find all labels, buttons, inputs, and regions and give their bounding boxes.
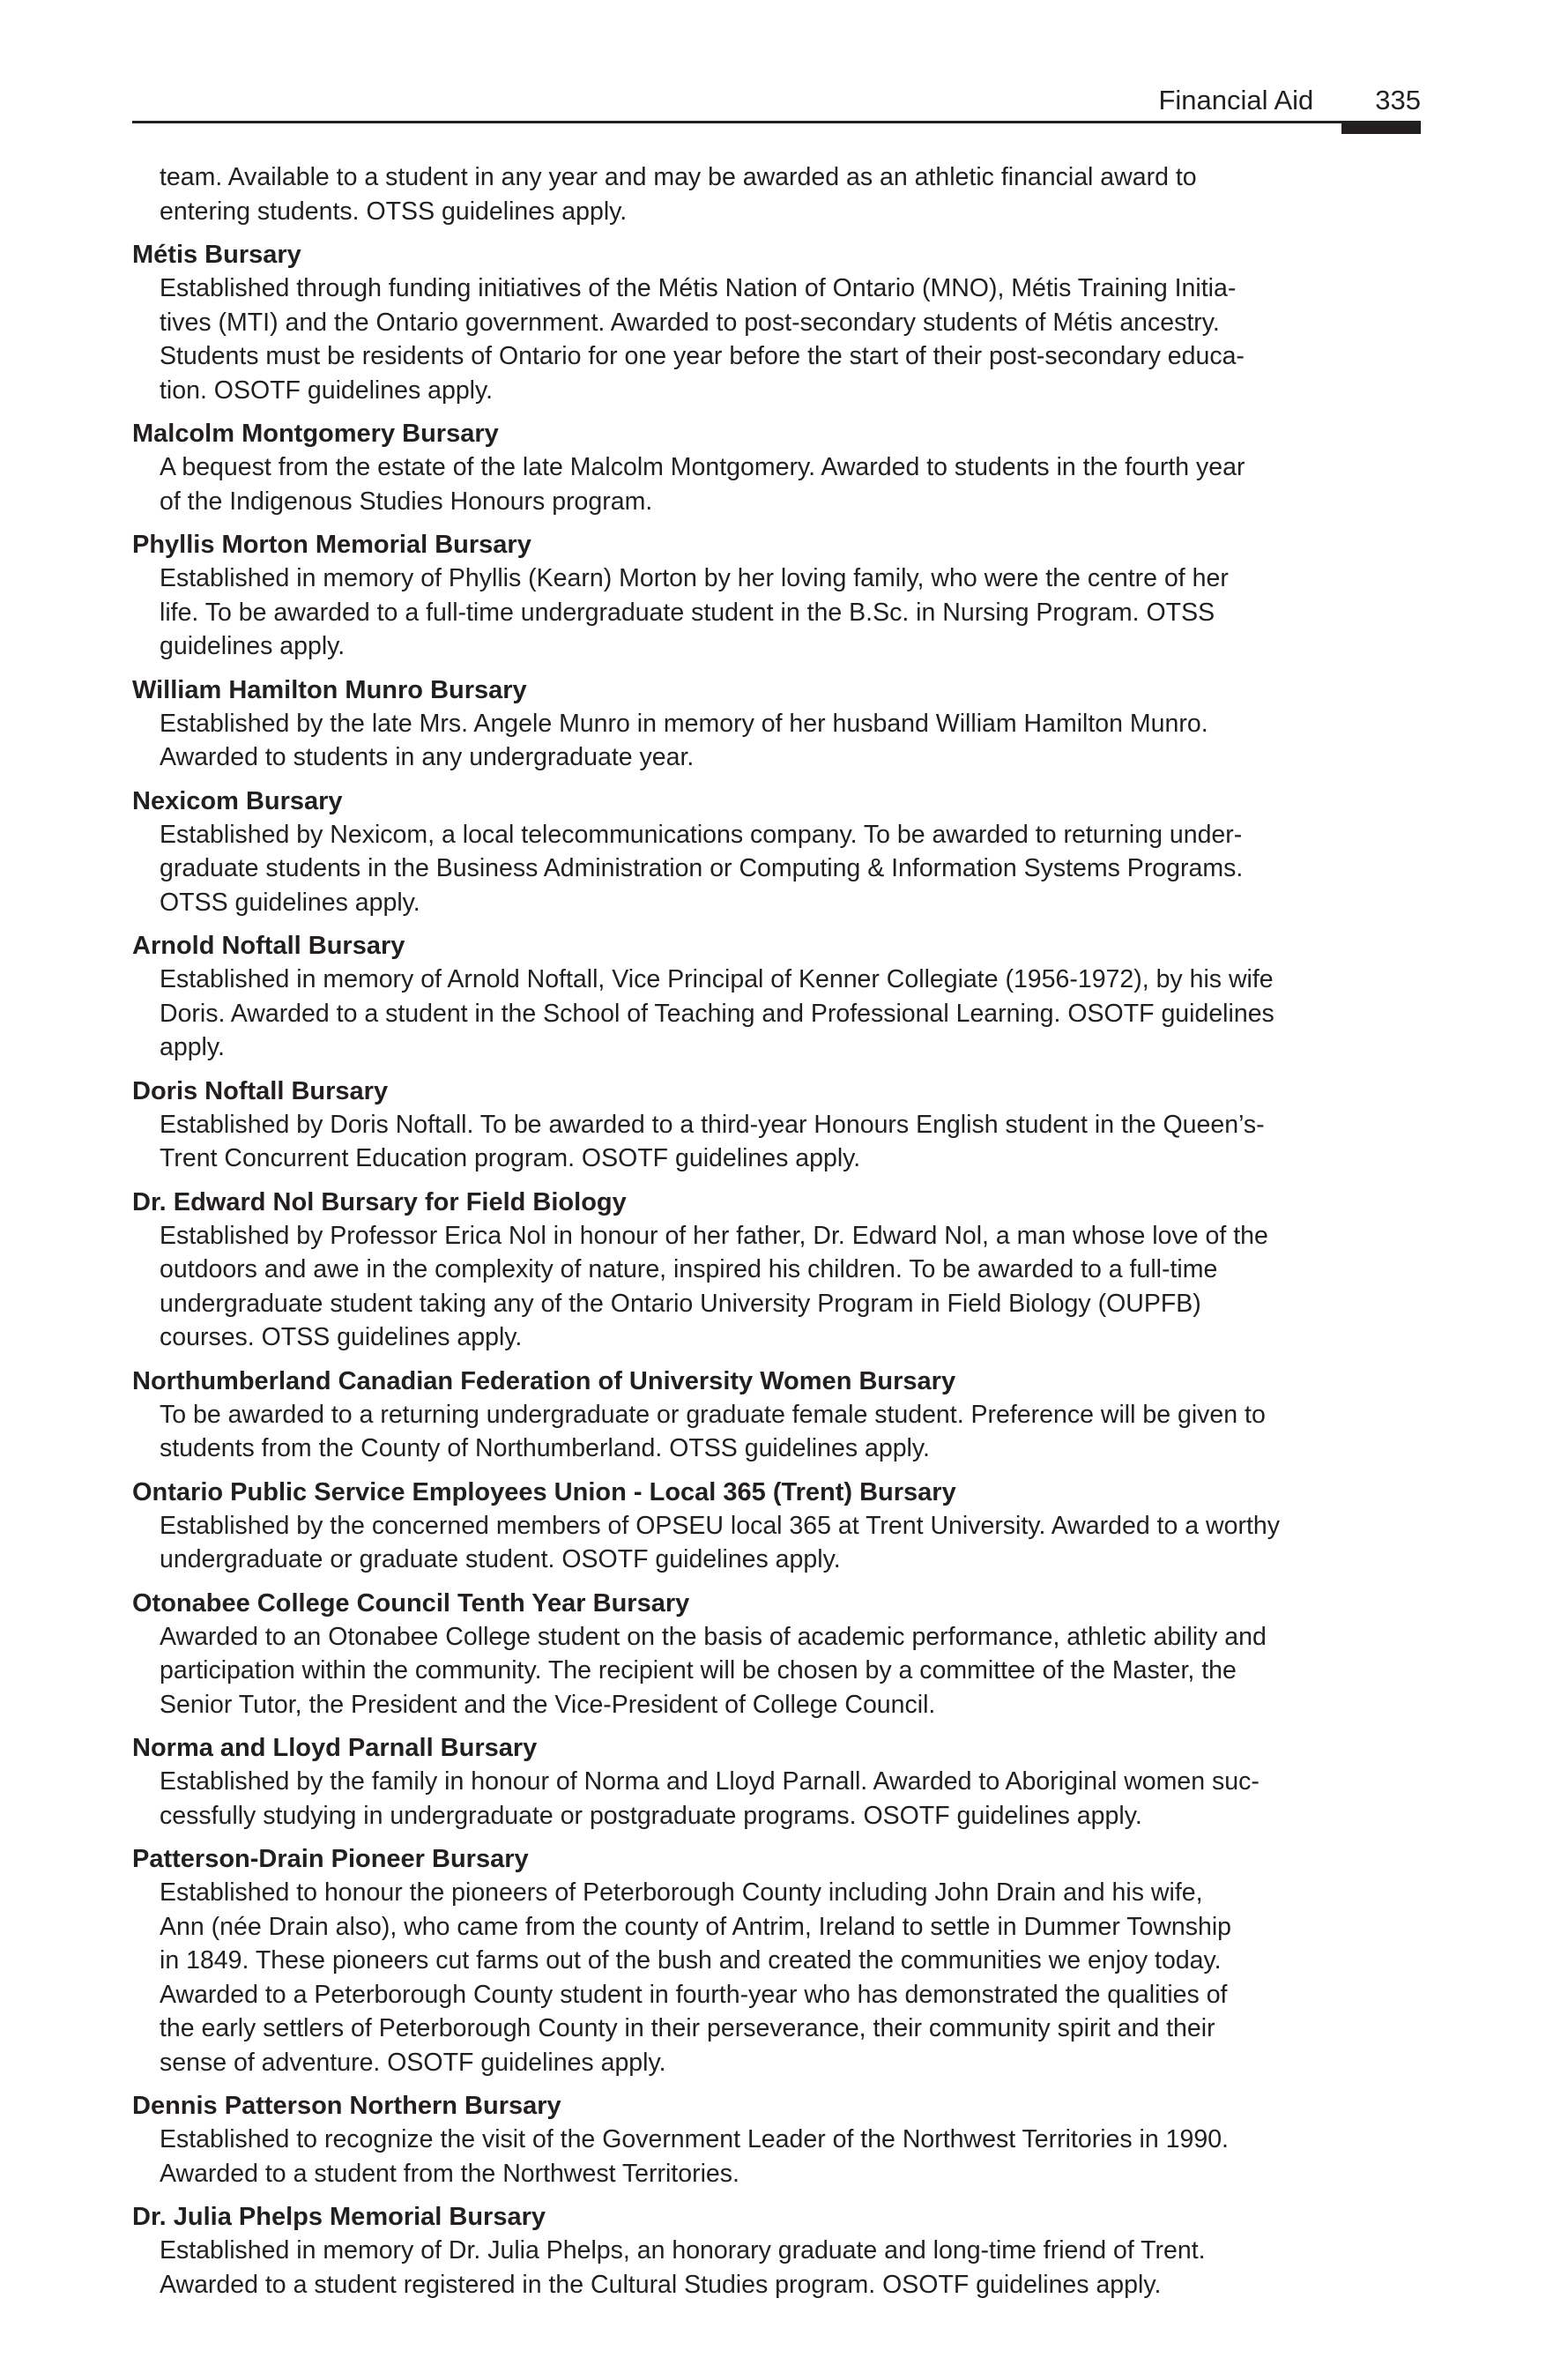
text-line: tion. OSOTF guidelines apply. — [160, 376, 494, 405]
text-line: Established by Doris Noftall. To be awarded to a third-year Honours English student in the Queen’s- — [160, 1110, 1265, 1139]
bursary-entry — [132, 1476, 1421, 1577]
page-number: 335 — [1375, 85, 1421, 115]
bursary-entry — [132, 417, 1421, 518]
entries — [132, 238, 1421, 2302]
text-line: Established by Professor Erica Nol in honour of her father, Dr. Edward Nol, a man whose love of the — [160, 1221, 1268, 1250]
text-line: Established by the family in honour of Norma and Lloyd Parnall. Awarded to Aboriginal women suc- — [160, 1767, 1259, 1796]
bursary-entry — [132, 2200, 1421, 2302]
bursary-description — [160, 562, 1421, 664]
text-line: Senior Tutor, the President and the Vice-President of College Council. — [160, 1690, 936, 1719]
section-name: Financial Aid — [1158, 85, 1314, 115]
bursary-title: Nexicom Bursary — [132, 786, 343, 815]
bursary-title: William Hamilton Munro Bursary — [132, 675, 527, 704]
bursary-title: Malcolm Montgomery Bursary — [132, 420, 499, 448]
text-line: Doris. Awarded to a student in the School of Teaching and Professional Learning. OSOTF guidelines — [160, 999, 1274, 1028]
text-line: OTSS guidelines apply. — [160, 888, 420, 917]
bursary-description — [160, 707, 1421, 775]
bursary-entry — [132, 1186, 1421, 1355]
text-line: Ann (née Drain also), who came from the county of Antrim, Ireland to settle in Dummer Township — [160, 1912, 1232, 1941]
bursary-description — [160, 1398, 1421, 1466]
bursary-description — [160, 1765, 1421, 1833]
header-rule — [132, 121, 1421, 123]
text-line: courses. OTSS guidelines apply. — [160, 1323, 523, 1351]
text-line: Established by the late Mrs. Angele Munro in memory of her husband William Hamilton Munro. — [160, 709, 1208, 738]
text-line: Established to honour the pioneers of Peterborough County including John Drain and his wife, — [160, 1878, 1203, 1907]
bursary-description — [160, 1620, 1421, 1722]
text-line: team. Available to a student in any year and may be awarded as an athletic financial award to — [160, 163, 1197, 191]
bursary-description — [160, 1219, 1421, 1355]
bursary-description — [160, 818, 1421, 920]
bursary-entry — [132, 2089, 1421, 2190]
bursary-description — [160, 2123, 1421, 2190]
text-line: in 1849. These pioneers cut farms out of the bush and created the communities we enjoy today. — [160, 1946, 1222, 1975]
text-line: the early settlers of Peterborough County in their perseverance, their community spirit and their — [160, 2014, 1215, 2042]
text-line: undergraduate student taking any of the Ontario University Program in Field Biology (OUPFB) — [160, 1289, 1201, 1318]
text-line: cessfully studying in undergraduate or postgraduate programs. OSOTF guidelines apply. — [160, 1801, 1142, 1830]
text-line: Established to recognize the visit of the Government Leader of the Northwest Territories in 1990. — [160, 2125, 1229, 2153]
text-line: apply. — [160, 1033, 225, 1061]
bursary-list — [132, 160, 1421, 2311]
bursary-entry — [132, 1842, 1421, 2079]
text-line: Awarded to a student from the Northwest Territories. — [160, 2159, 739, 2188]
bursary-entry — [132, 238, 1421, 407]
text-line: life. To be awarded to a full-time undergraduate student in the B.Sc. in Nursing Program. OTSS — [160, 598, 1215, 627]
text-line: Trent Concurrent Education program. OSOTF guidelines apply. — [160, 1144, 861, 1172]
text-line: Awarded to a Peterborough County student in fourth-year who has demonstrated the qualities of — [160, 1980, 1228, 2009]
text-line: Established in memory of Dr. Julia Phelps, an honorary graduate and long-time friend of Trent. — [160, 2236, 1206, 2265]
continuation-entry — [132, 160, 1421, 228]
bursary-description — [160, 1876, 1421, 2079]
bursary-entry — [132, 785, 1421, 920]
bursary-title: Dr. Edward Nol Bursary for Field Biology — [132, 1187, 627, 1216]
bursary-description — [160, 450, 1421, 518]
text-line: Established by the concerned members of OPSEU local 365 at Trent University. Awarded to a worthy — [160, 1511, 1280, 1540]
continuation-text — [160, 160, 1421, 228]
text-line: A bequest from the estate of the late Malcolm Montgomery. Awarded to students in the fourth year — [160, 453, 1245, 481]
text-line: Awarded to students in any undergraduate year. — [160, 743, 695, 771]
bursary-description — [160, 963, 1421, 1065]
text-line: Awarded to a student registered in the Cultural Studies program. OSOTF guidelines apply. — [160, 2270, 1162, 2299]
text-line: To be awarded to a returning undergraduate or graduate female student. Preference will be given to — [160, 1400, 1266, 1429]
text-line: Established in memory of Arnold Noftall, Vice Principal of Kenner Collegiate (1956-1972), by his wife — [160, 965, 1274, 993]
text-line: entering students. OTSS guidelines apply. — [160, 197, 628, 226]
bursary-description — [160, 1108, 1421, 1176]
text-line: Awarded to an Otonabee College student on the basis of academic performance, athletic ability and — [160, 1622, 1267, 1651]
text-line: Established in memory of Phyllis (Kearn) Morton by her loving family, who were the centre of her — [160, 564, 1229, 592]
bursary-description — [160, 1509, 1421, 1577]
bursary-title: Dennis Patterson Northern Bursary — [132, 2092, 561, 2120]
bursary-entry — [132, 1587, 1421, 1722]
bursary-description — [160, 2234, 1421, 2302]
text-line: students from the County of Northumberland. OTSS guidelines apply. — [160, 1434, 930, 1462]
text-line: guidelines apply. — [160, 632, 346, 660]
bursary-title: Northumberland Canadian Federation of University Women Bursary — [132, 1366, 956, 1395]
text-line: participation within the community. The recipient will be chosen by a committee of the Master, the — [160, 1656, 1237, 1685]
text-line: tives (MTI) and the Ontario government. Awarded to post-secondary students of Métis ancestry. — [160, 308, 1220, 337]
running-header — [132, 81, 1421, 134]
bursary-title: Doris Noftall Bursary — [132, 1076, 389, 1105]
bursary-description — [160, 271, 1421, 407]
bursary-entry — [132, 929, 1421, 1065]
bursary-title: Ontario Public Service Employees Union - Local 365 (Trent) Bursary — [132, 1477, 956, 1506]
bursary-entry — [132, 528, 1421, 664]
bursary-title: Patterson-Drain Pioneer Bursary — [132, 1845, 529, 1873]
text-line: of the Indigenous Studies Honours program. — [160, 487, 653, 516]
bursary-title: Arnold Noftall Bursary — [132, 932, 405, 960]
text-line: undergraduate or graduate student. OSOTF guidelines apply. — [160, 1545, 841, 1573]
header-page-marker — [1341, 121, 1421, 134]
bursary-title: Otonabee College Council Tenth Year Bursary — [132, 1588, 690, 1618]
text-line: sense of adventure. OSOTF guidelines apply. — [160, 2048, 666, 2077]
bursary-title: Dr. Julia Phelps Memorial Bursary — [132, 2203, 546, 2231]
text-line: graduate students in the Business Administration or Computing & Information Systems Programs. — [160, 854, 1244, 882]
bursary-entry — [132, 1731, 1421, 1833]
bursary-entry — [132, 673, 1421, 775]
text-line: outdoors and awe in the complexity of nature, inspired his children. To be awarded to a full-time — [160, 1255, 1218, 1283]
text-line: Established through funding initiatives of the Métis Nation of Ontario (MNO), Métis Training Initia- — [160, 274, 1237, 302]
text-line: Students must be residents of Ontario for one year before the start of their post-secondary educa- — [160, 342, 1245, 370]
bursary-entry — [132, 1075, 1421, 1176]
bursary-title: Phyllis Morton Memorial Bursary — [132, 531, 531, 559]
bursary-title: Norma and Lloyd Parnall Bursary — [132, 1734, 538, 1762]
bursary-title: Métis Bursary — [132, 241, 301, 269]
text-line: Established by Nexicom, a local telecommunications company. To be awarded to returning under- — [160, 820, 1243, 849]
bursary-entry — [132, 1365, 1421, 1466]
header-text — [1158, 81, 1421, 120]
